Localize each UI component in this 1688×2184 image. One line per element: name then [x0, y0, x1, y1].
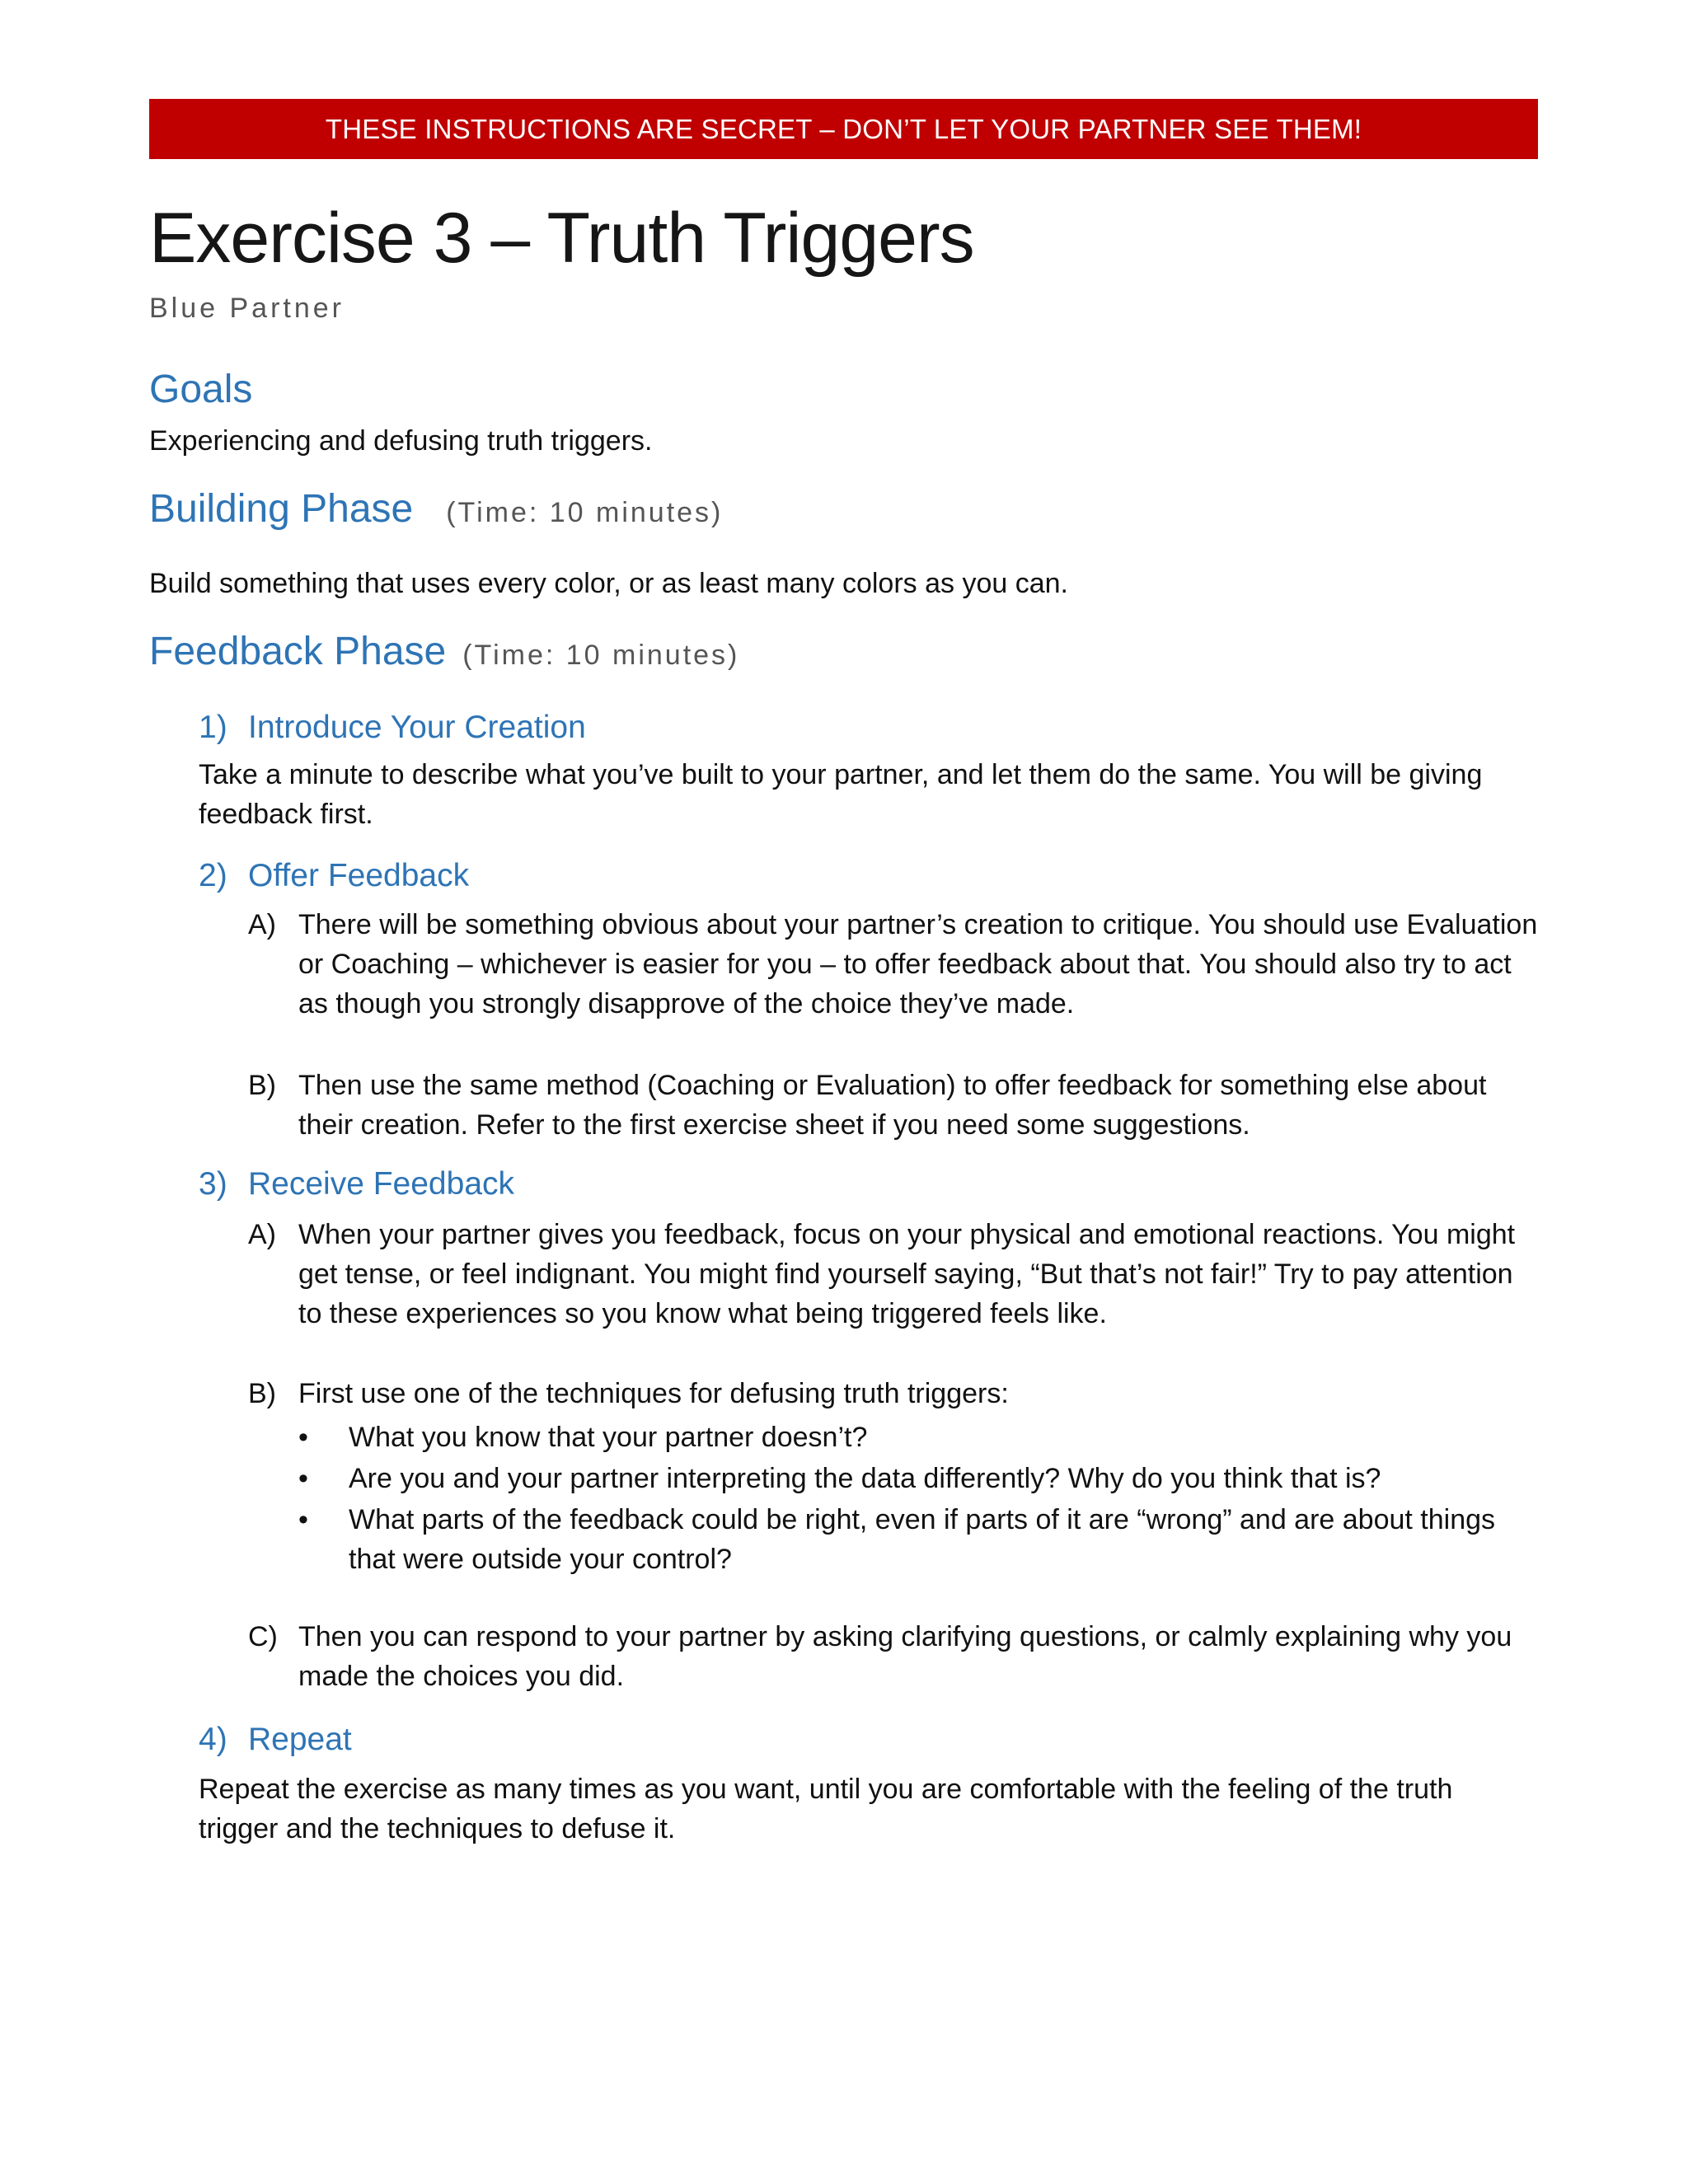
step-4-heading	[199, 1722, 352, 1758]
page-subtitle: Blue Partner	[149, 293, 345, 324]
step-3-item-a-text: When your partner gives you feedback, focus on your physical and emotional reactions. You might get tense, or feel indignant. You might find yourself saying, “But that’s not fair!” Try to pay attention to these experiences so you know what being triggered feels like.	[298, 1219, 1516, 1329]
step-1-title: Introduce Your Creation	[248, 710, 586, 745]
building-time: (Time: 10 minutes)	[446, 497, 724, 528]
bullet-text-3: What parts of the feedback could be right, even if parts of it are “wrong” and are about things that were outside your control?	[349, 1504, 1496, 1575]
step-3-number: 3)	[199, 1166, 227, 1202]
building-heading-label: Building Phase	[149, 487, 414, 531]
feedback-heading-label: Feedback Phase	[149, 630, 447, 673]
step-3-item-a	[248, 1215, 1542, 1333]
step-2-heading	[199, 858, 469, 894]
building-heading	[149, 486, 723, 532]
secret-banner	[149, 99, 1538, 159]
step-3-item-b-marker: B)	[248, 1378, 276, 1409]
step-2-title: Offer Feedback	[248, 858, 470, 893]
step-4-title: Repeat	[248, 1722, 352, 1757]
step-4-text: Repeat the exercise as many times as you want, until you are comfortable with the feeling of the truth trigger and the techniques to defuse it.	[199, 1774, 1453, 1844]
bullet-item	[298, 1418, 1535, 1457]
step-3-item-b-text: First use one of the techniques for defusing truth triggers:	[298, 1378, 1009, 1409]
step-1-heading	[199, 710, 586, 746]
bullet-item	[298, 1459, 1535, 1498]
feedback-heading	[149, 629, 739, 674]
step-2-item-a	[248, 905, 1542, 1024]
goals-text: Experiencing and defusing truth triggers.	[149, 425, 653, 457]
step-3-heading	[199, 1166, 514, 1202]
banner-text: THESE INSTRUCTIONS ARE SECRET – DON’T LET YOUR PARTNER SEE THEM!	[325, 113, 1362, 144]
step-3-item-a-marker: A)	[248, 1219, 276, 1250]
bullet-dot-icon: •	[298, 1504, 308, 1535]
step-2-item-b	[248, 1066, 1542, 1145]
step-3-item-c	[248, 1617, 1542, 1696]
goals-heading: Goals	[149, 368, 253, 411]
step-1-text: Take a minute to describe what you’ve built to your partner, and let them do the same. You will be giving feedback first.	[199, 759, 1483, 830]
building-text: Build something that uses every color, or as least many colors as you can.	[149, 568, 1068, 599]
step-3-item-c-text: Then you can respond to your partner by asking clarifying questions, or calmly explaining why you made the choices you did.	[298, 1621, 1512, 1692]
step-2-item-b-text: Then use the same method (Coaching or Evaluation) to offer feedback for something else about their creation. Refer to the first exercise sheet if you need some suggestions.	[298, 1070, 1487, 1141]
bullet-item	[298, 1500, 1535, 1579]
step-3-title: Receive Feedback	[248, 1166, 515, 1202]
feedback-time: (Time: 10 minutes)	[462, 640, 740, 671]
page-title: Exercise 3 – Truth Triggers	[149, 199, 974, 278]
bullet-dot-icon: •	[298, 1422, 308, 1453]
bullet-text-2: Are you and your partner interpreting the data differently? Why do you think that is?	[349, 1463, 1381, 1494]
step-3-item-b	[248, 1374, 1542, 1413]
step-2-item-a-marker: A)	[248, 909, 276, 940]
step-2-item-b-marker: B)	[248, 1070, 276, 1101]
step-2-item-a-text: There will be something obvious about your partner’s creation to critique. You should use Evaluation or Coaching – whichever is easier for you – to offer feedback about that. You should also try to act as though you strongly disapprove of the choice they’ve made.	[298, 909, 1538, 1019]
step-2-number: 2)	[199, 858, 227, 893]
step-4-number: 4)	[199, 1722, 227, 1757]
bullet-dot-icon: •	[298, 1463, 308, 1494]
step-3-item-c-marker: C)	[248, 1621, 278, 1652]
step-1-number: 1)	[199, 710, 227, 745]
bullet-text-1: What you know that your partner doesn’t?	[349, 1422, 868, 1453]
